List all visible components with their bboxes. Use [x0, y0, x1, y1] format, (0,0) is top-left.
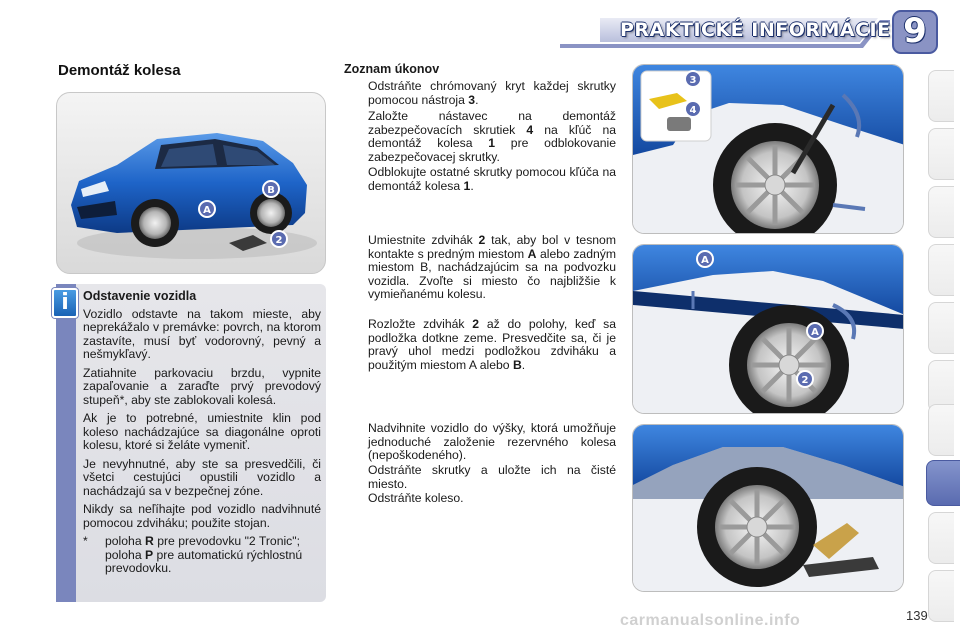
step-text: Odstráňte koleso. [368, 491, 464, 505]
procedure-title: Zoznam úkonov [344, 62, 440, 76]
step-text: Odblokujte ostatné skrutky pomocou kľúča na demontáž kolesa 1. [368, 165, 616, 193]
info-paragraph: Zatiahnite parkovaciu brzdu, vypnite zapaľovanie a zaraďte prvý prevodový stupeň*, aby ste zablokovali kolesá. [83, 365, 321, 407]
step-bullet [344, 492, 368, 506]
chapter-tab[interactable] [928, 128, 954, 180]
step-text: Nadvihnite vozidlo do výšky, ktorá umožňuje jednoduché založenie rezervného kolesa (nepoškodeného). [368, 421, 616, 462]
step-bullet [344, 318, 368, 372]
marker-2-label: 2 [275, 235, 283, 246]
info-title: Odstavenie vozidla [83, 289, 197, 303]
chapter-number: 9 [903, 11, 927, 51]
page-number: 139 [906, 608, 928, 623]
step-bullet [344, 234, 368, 302]
step-bullet [344, 422, 368, 463]
info-stripe [56, 284, 76, 602]
wheel-image-1 [632, 64, 904, 234]
step-bullet [344, 110, 368, 164]
marker-2-jack-label: 2 [801, 375, 809, 386]
footnote-text: poloha R pre prevodovku "2 Tronic"; poloha P pre automatickú rýchlostnú prevodovku. [105, 534, 303, 575]
wheel-image-3 [632, 424, 904, 592]
step-text: Odstráňte chrómovaný kryt každej skrutky pomocou nástroja 3. [368, 79, 616, 107]
chapter-tab[interactable] [928, 70, 954, 122]
step-item [344, 234, 616, 302]
chapter-tab[interactable] [928, 570, 954, 622]
step-bullet [344, 80, 368, 107]
step-item [344, 492, 616, 506]
step-item [344, 110, 616, 164]
footnote [83, 535, 321, 576]
chapter-tab[interactable] [928, 404, 954, 456]
info-paragraph: Je nevyhnutné, aby ste sa presvedčili, či všetci cestujúci opustili vozidlo a nachádzajú sa v bezpečnej zóne. [83, 456, 321, 498]
step-item [344, 80, 616, 107]
section-title: Demontáž kolesa [58, 62, 181, 79]
info-content [83, 290, 321, 576]
info-paragraph: Nikdy sa neľíhajte pod vozidlo nadvihnuté pomocou zdviháku; použite stojan. [83, 502, 321, 530]
chapter-tab[interactable] [928, 512, 954, 564]
car-illustration [56, 92, 326, 274]
marker-a-side-label: A [811, 327, 819, 338]
info-icon: i [52, 288, 78, 318]
marker-a-label: A [203, 205, 211, 216]
marker-b-label: B [267, 185, 275, 196]
step-item [344, 422, 616, 463]
footnote-mark: * [83, 534, 88, 548]
step-item [344, 166, 616, 193]
step-item [344, 318, 616, 372]
marker-3-label: 3 [689, 75, 697, 86]
step-text: Umiestnite zdvihák 2 tak, aby bol v tesnom kontakte s predným miestom A alebo zadným miestom B, nachádzajúcim sa na podvozku vozidla. Zvoľte si miesto čo najbližšie k vymieňanému kolesu. [368, 233, 617, 301]
chapter-tab-active[interactable] [926, 460, 960, 506]
step-text: Odstráňte skrutky a uložte ich na čisté miesto. [368, 463, 616, 491]
wheel-image-2 [632, 244, 904, 414]
step-item [344, 464, 616, 491]
step-bullet [344, 464, 368, 491]
car-drawing [57, 93, 326, 274]
watermark: carmanualsonline.info [620, 612, 801, 629]
chapter-tab[interactable] [928, 302, 954, 354]
step-bullet [344, 166, 368, 193]
info-paragraph: Ak je to potrebné, umiestnite klin pod koleso nachádzajúce sa diagonálne oproti kolesu, ktoré si želáte vymeniť. [83, 411, 321, 452]
step-text: Rozložte zdvihák 2 až do polohy, keď sa podložka dotkne zeme. Presvedčite sa, či je pravý uhol medzi podložkou zdviháku a použitým miestom A alebo B. [368, 317, 616, 372]
marker-a-top-label: A [701, 255, 709, 266]
info-paragraph: Vozidlo odstavte na takom mieste, aby neprekážalo v premávke: povrch, na ktorom zastavíte, musí byť vodorovný, pevný a nešmykľavý. [83, 306, 321, 361]
chapter-title: PRAKTICKÉ INFORMÁCIE [620, 19, 891, 41]
chapter-tab[interactable] [928, 244, 954, 296]
step-text: Založte nástavec na demontáž zabezpečovacích skrutiek 4 na kľúč na demontáž kolesa 1 pre odblokovanie zabezpečovacej skrutky. [368, 109, 617, 164]
marker-4-label: 4 [689, 105, 697, 116]
chapter-tab[interactable] [928, 186, 954, 238]
